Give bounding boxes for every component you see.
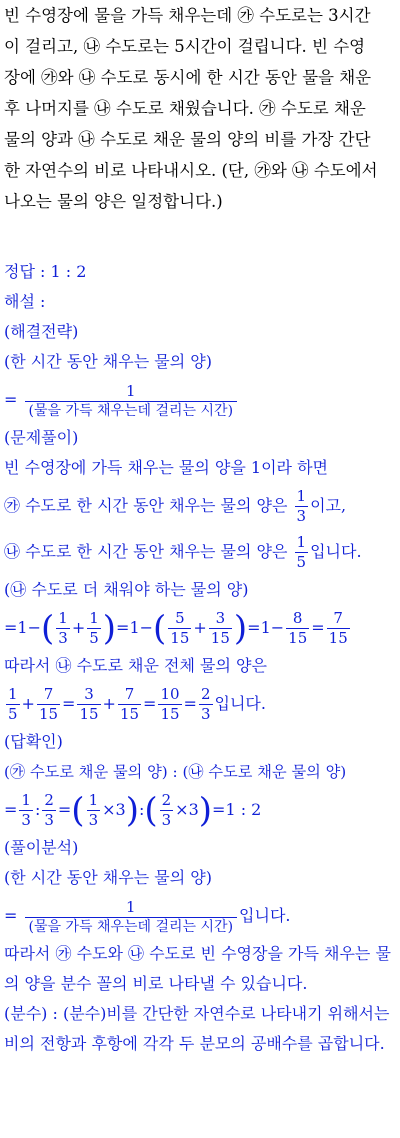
problem-line: 이 걸리고, ㉯ 수도로는 5시간이 걸립니다. 빈 수영 <box>4 37 366 56</box>
remaining-formula: =1−( $\frac{1}{3}$ + $\frac{1}{5}$ )=1−( $\frac{5}{15}$ + $\frac{3}{15}$ )=1− $\frac{8}{15}$ = $\frac{7}{15}$ <box>4 608 348 649</box>
fraction: $\frac{1}{5}$ <box>296 533 307 571</box>
solve-heading: (문제풀이) <box>4 428 79 447</box>
problem-line: 빈 수영장에 물을 가득 채우는데 ㉮ 수도로는 3시간 <box>4 6 371 25</box>
paragraph: 따라서 ㉮ 수도와 ㉯ 수도로 빈 수영장을 가득 채우는 물의 양을 분수 꼴의 비로 나타낼 수 있습니다. <box>4 944 391 993</box>
problem-line: 장에 ㉮와 ㉯ 수도로 동시에 한 시간 동안 물을 채운 <box>4 68 372 87</box>
fraction: $\frac{1}{\text{(물을 가득 채우는데 걸리는 시간)}}$ <box>25 384 238 418</box>
then-line: 따라서 ㉯ 수도로 채운 전체 물의 양은 <box>4 656 267 675</box>
problem-line: 물의 양과 ㉯ 수도로 채운 물의 양의 비를 가장 간단 <box>4 130 371 149</box>
solution-section <box>4 257 396 1059</box>
strategy-heading: (해결전략) <box>4 322 79 341</box>
problem-line: 한 자연수의 비로 나타내시오. (단, ㉮와 ㉯ 수도에서 <box>4 161 378 180</box>
more-heading: (㉯ 수도로 더 채워야 하는 물의 양) <box>4 580 249 599</box>
fraction: $\frac{1}{3}$ <box>296 487 307 525</box>
paragraph: (분수) : (분수)비를 간단한 자연수로 나타내기 위해서는 비의 전항과 후항에 각각 두 분모의 공배수를 곱합니다. <box>4 1004 390 1053</box>
answer-line: 정답 : 1 : 2 <box>4 262 87 281</box>
problem-text <box>4 0 396 217</box>
check-line: (㉮ 수도로 채운 물의 양) : (㉯ 수도로 채운 물의 양) <box>4 763 347 781</box>
pipe-a-rate: ㉮ 수도로 한 시간 동안 채우는 물의 양은 $\frac{1}{3}$ 이고, <box>4 487 347 525</box>
check-heading: (답확인) <box>4 732 63 751</box>
analysis-heading: (풀이분석) <box>4 838 79 857</box>
ratio-formula: = $\frac{1}{3}$ : $\frac{2}{3}$ =( $\frac{1}{3}$ ×3):( $\frac{2}{3}$ ×3)=1 : 2 <box>4 790 262 831</box>
pipe-b-rate: ㉯ 수도로 한 시간 동안 채우는 물의 양은 $\frac{1}{5}$ 입니다. <box>4 533 362 571</box>
problem-line: 나오는 물의 양은 일정합니다.) <box>4 192 223 211</box>
problem-line: 후 나머지를 ㉯ 수도로 채웠습니다. ㉮ 수도로 채운 <box>4 99 366 118</box>
strategy-formula <box>4 377 396 423</box>
commentary-label: 해설 : <box>4 292 46 311</box>
analysis-line: (한 시간 동안 채우는 물의 양) <box>4 868 212 887</box>
total-formula: $\frac{1}{5}$ + $\frac{7}{15}$ = $\frac{3}{15}$ + $\frac{7}{15}$ = $\frac{10}{15}$ = $\frac{2}{3}$ 입니다. <box>8 685 266 723</box>
strategy-line: (한 시간 동안 채우는 물의 양) <box>4 352 212 371</box>
analysis-formula: = $\frac{1}{\text{(물을 가득 채우는데 걸리는 시간)}}$ 입니다. <box>4 897 291 935</box>
equals-sign: = <box>4 390 18 409</box>
fraction: $\frac{1}{\text{(물을 가득 채우는데 걸리는 시간)}}$ <box>25 900 238 934</box>
solve-intro: 빈 수영장에 가득 채우는 물의 양을 1이라 하면 <box>4 458 328 477</box>
